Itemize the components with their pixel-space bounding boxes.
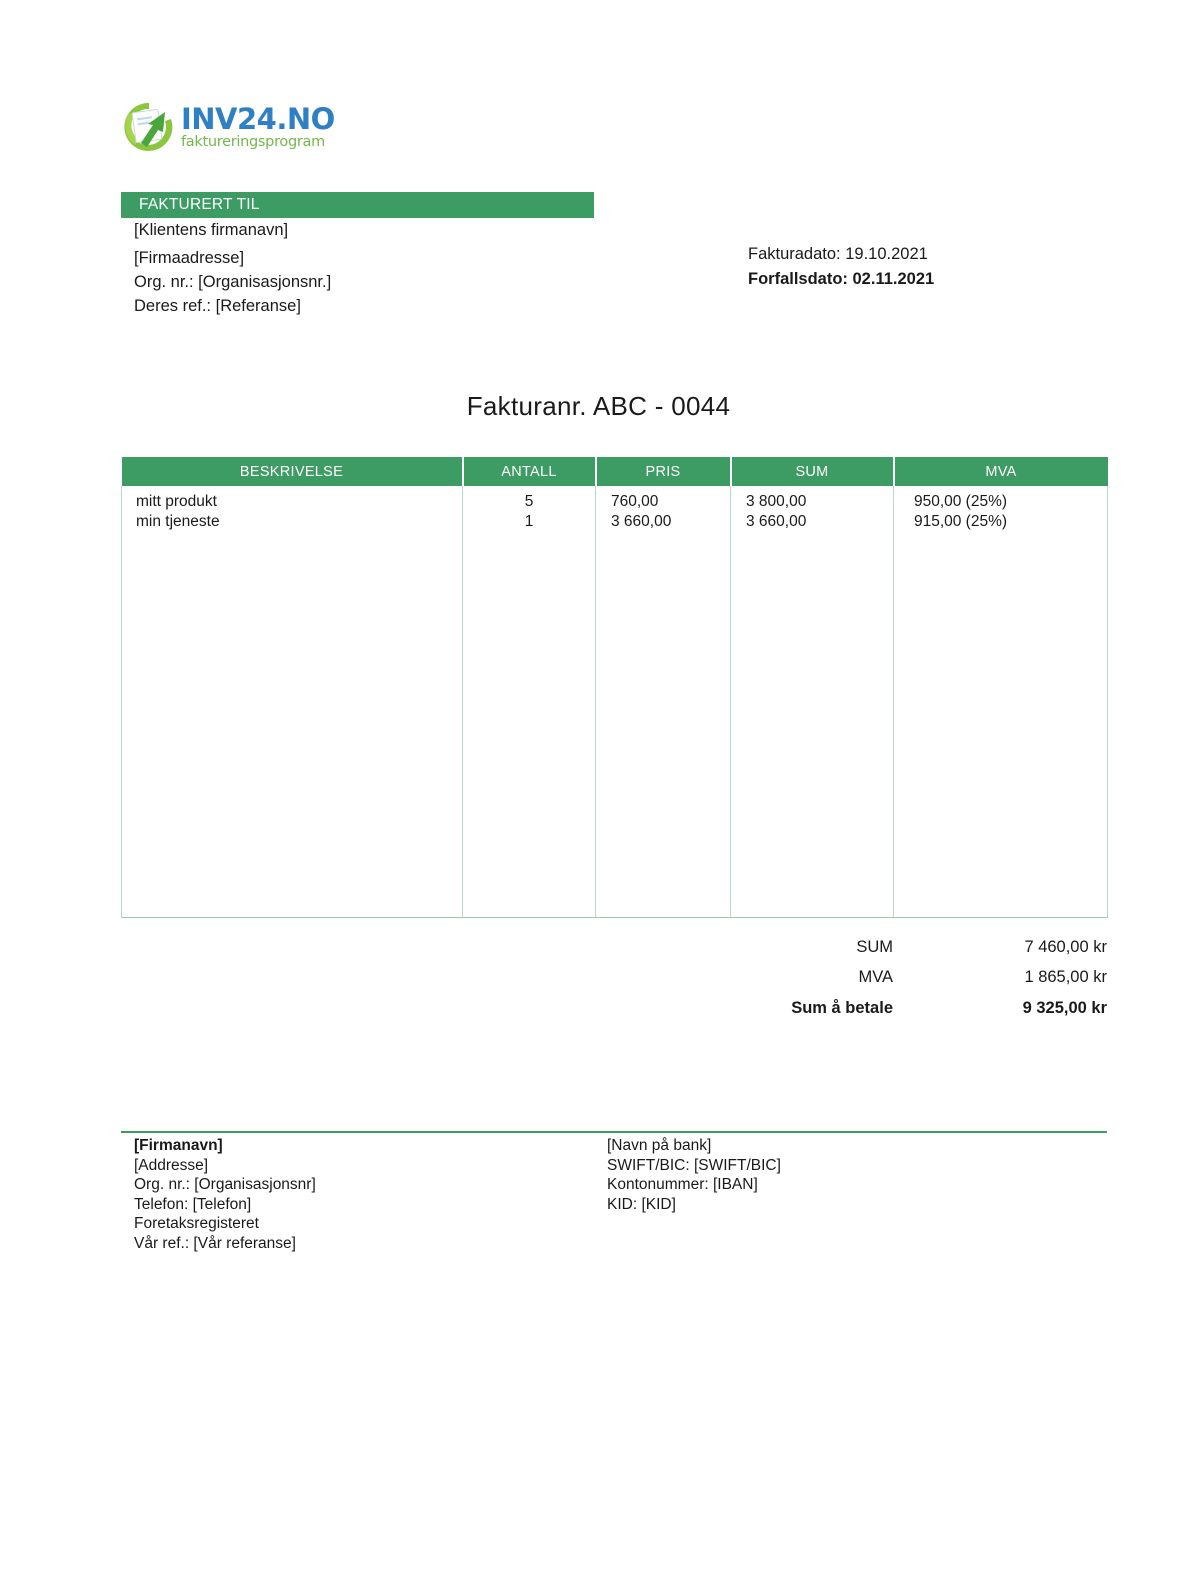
footer-bank-details: [607, 1136, 1047, 1214]
billed-to-header-bar: [121, 192, 594, 218]
cell-sum: 3 660,00: [731, 513, 894, 533]
client-reference: Deres ref.: [Referanse]: [134, 297, 301, 315]
header-price: PRIS: [596, 457, 731, 486]
header-sum: SUM: [731, 457, 894, 486]
due-date: Forfallsdato: 02.11.2021: [748, 270, 935, 288]
footer-kid: KID: [KID]: [607, 1195, 676, 1213]
footer-account: Kontonummer: [IBAN]: [607, 1176, 758, 1193]
brand-name: INV24.NO: [181, 101, 335, 136]
totals-vat-label: MVA: [858, 968, 893, 986]
invoice-date: Fakturadato: 19.10.2021: [748, 245, 928, 263]
cell-sum: 3 800,00: [731, 486, 894, 513]
totals-row-payable: [600, 999, 1107, 1029]
billed-to-details: [134, 218, 604, 318]
totals-payable-value: 9 325,00 kr: [1022, 999, 1107, 1017]
footer-swift: SWIFT/BIC: [SWIFT/BIC]: [607, 1156, 781, 1174]
client-org-nr: Org. nr.: [Organisasjonsnr.]: [134, 273, 332, 291]
empty-cell: [596, 533, 731, 918]
totals-row-vat: [600, 968, 1107, 998]
footer-our-ref: Vår ref.: [Vår referanse]: [134, 1234, 296, 1252]
empty-cell: [463, 533, 596, 918]
table-row: [122, 486, 1108, 513]
cell-quantity: 1: [463, 513, 596, 533]
totals-row-sum: [600, 938, 1107, 968]
invoice-dates: [748, 242, 1078, 292]
footer-org-nr: Org. nr.: [Organisasjonsnr]: [134, 1176, 316, 1193]
client-address: [Firmaadresse]: [134, 249, 245, 267]
footer-company-details: [134, 1136, 604, 1253]
empty-cell: [122, 533, 463, 918]
footer-divider: [121, 1131, 1107, 1133]
cell-description: mitt produkt: [122, 486, 463, 513]
footer-company-name: [Firmanavn]: [134, 1137, 223, 1154]
footer-bank-name: [Navn på bank]: [607, 1137, 712, 1154]
totals-section: [600, 938, 1107, 1029]
line-items-table: [121, 457, 1108, 918]
table-empty-space: [122, 533, 1108, 918]
cell-quantity: 5: [463, 486, 596, 513]
footer-phone: Telefon: [Telefon]: [134, 1195, 252, 1213]
footer-registry: Foretaksregisteret: [134, 1215, 259, 1232]
cell-price: 760,00: [596, 486, 731, 513]
brand-logo: [121, 96, 441, 158]
footer-address: [Addresse]: [134, 1156, 209, 1174]
totals-payable-label: Sum å betale: [791, 999, 893, 1017]
empty-cell: [894, 533, 1108, 918]
totals-sum-value: 7 460,00 kr: [1024, 938, 1107, 956]
brand-wordmark: [181, 101, 335, 150]
totals-vat-value: 1 865,00 kr: [1024, 968, 1107, 986]
header-description: BESKRIVELSE: [122, 457, 463, 486]
green-circular-arrow-document-icon: [121, 99, 177, 155]
table-header-row: [122, 457, 1108, 486]
invoice-number-title: Fakturanr. ABC - 0044: [466, 391, 731, 421]
header-quantity: ANTALL: [463, 457, 596, 486]
cell-price: 3 660,00: [596, 513, 731, 533]
table-row: [122, 513, 1108, 533]
empty-cell: [731, 533, 894, 918]
cell-vat: 950,00 (25%): [894, 486, 1108, 513]
cell-vat: 915,00 (25%): [894, 513, 1108, 533]
billed-to-heading: FAKTURERT TIL: [139, 196, 260, 213]
header-vat: MVA: [894, 457, 1108, 486]
totals-sum-label: SUM: [856, 938, 893, 956]
brand-tagline: faktureringsprogram: [181, 133, 325, 150]
cell-description: min tjeneste: [122, 513, 463, 533]
client-company-name: [Klientens firmanavn]: [134, 221, 289, 239]
